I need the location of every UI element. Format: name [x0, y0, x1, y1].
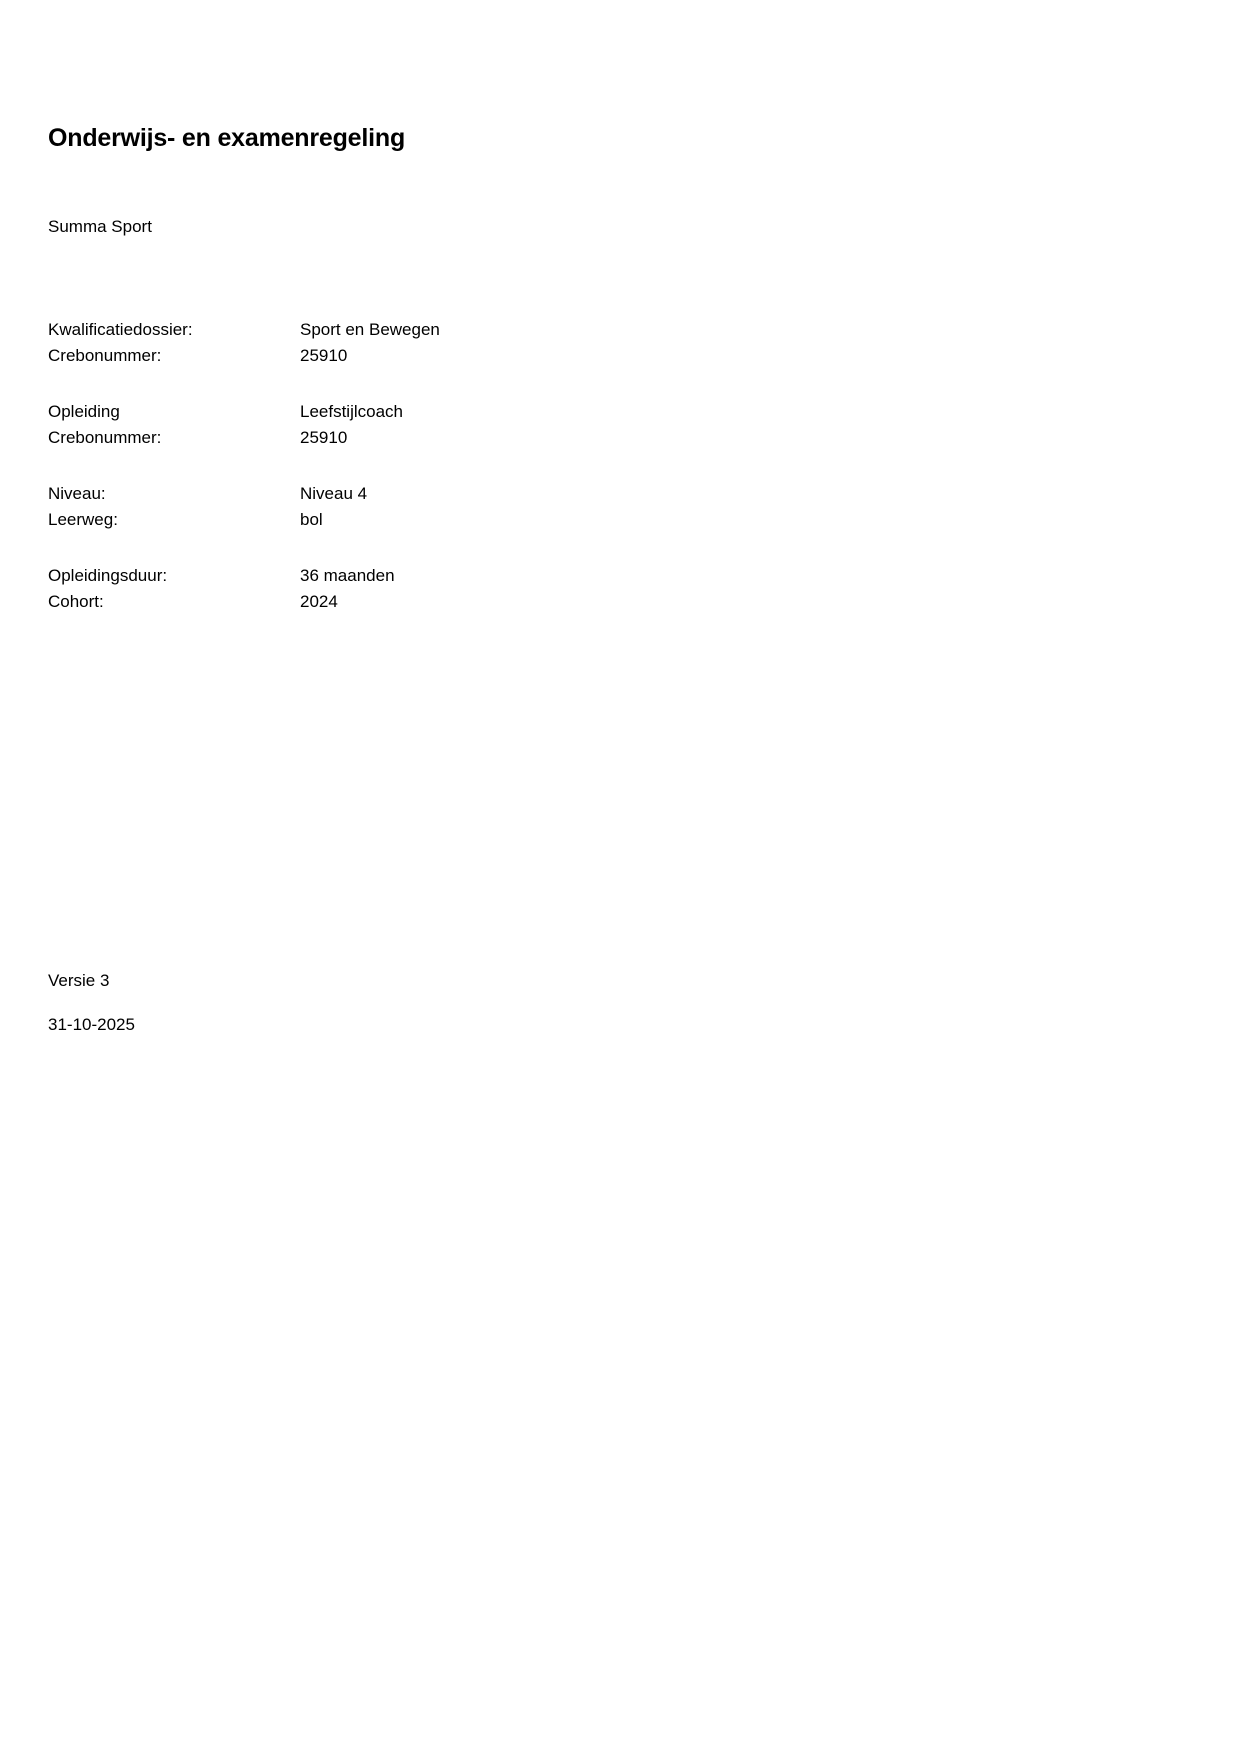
info-value: Sport en Bewegen: [300, 320, 440, 340]
info-label: Opleidingsduur:: [48, 566, 168, 586]
info-value: Leefstijlcoach: [300, 402, 404, 422]
info-value: 36 maanden: [300, 566, 395, 586]
info-label: Crebonummer:: [48, 346, 162, 366]
version-label: Versie 3: [48, 971, 110, 991]
info-label: Opleiding: [48, 402, 120, 422]
info-row: [48, 317, 1148, 343]
info-group-opleiding: [48, 399, 1148, 451]
info-value: bol: [300, 510, 323, 530]
info-label: Crebonummer:: [48, 428, 162, 448]
info-row: [48, 507, 1148, 533]
info-group-opleidingsduur: [48, 563, 1148, 615]
info-value: 25910: [300, 346, 348, 366]
organisation-name: Summa Sport: [48, 217, 152, 236]
info-group-kwalificatiedossier: [48, 317, 1148, 369]
document-footer: [48, 968, 1148, 1038]
info-label: Leerweg:: [48, 510, 118, 530]
info-row: [48, 343, 1148, 369]
info-group-niveau: [48, 481, 1148, 533]
info-row: [48, 563, 1148, 589]
info-row: [48, 481, 1148, 507]
info-value: 25910: [300, 428, 348, 448]
page-title: Onderwijs- en examenregeling: [48, 124, 406, 152]
info-row: [48, 399, 1148, 425]
info-value: 2024: [300, 592, 338, 612]
programme-info-block: [48, 317, 1148, 615]
info-value: Niveau 4: [300, 484, 368, 504]
info-row: [48, 425, 1148, 451]
info-label: Niveau:: [48, 484, 106, 504]
document-content: [48, 0, 1148, 1038]
info-label: Cohort:: [48, 592, 104, 612]
date-label: 31-10-2025: [48, 1015, 135, 1035]
info-row: [48, 589, 1148, 615]
info-label: Kwalificatiedossier:: [48, 320, 193, 340]
